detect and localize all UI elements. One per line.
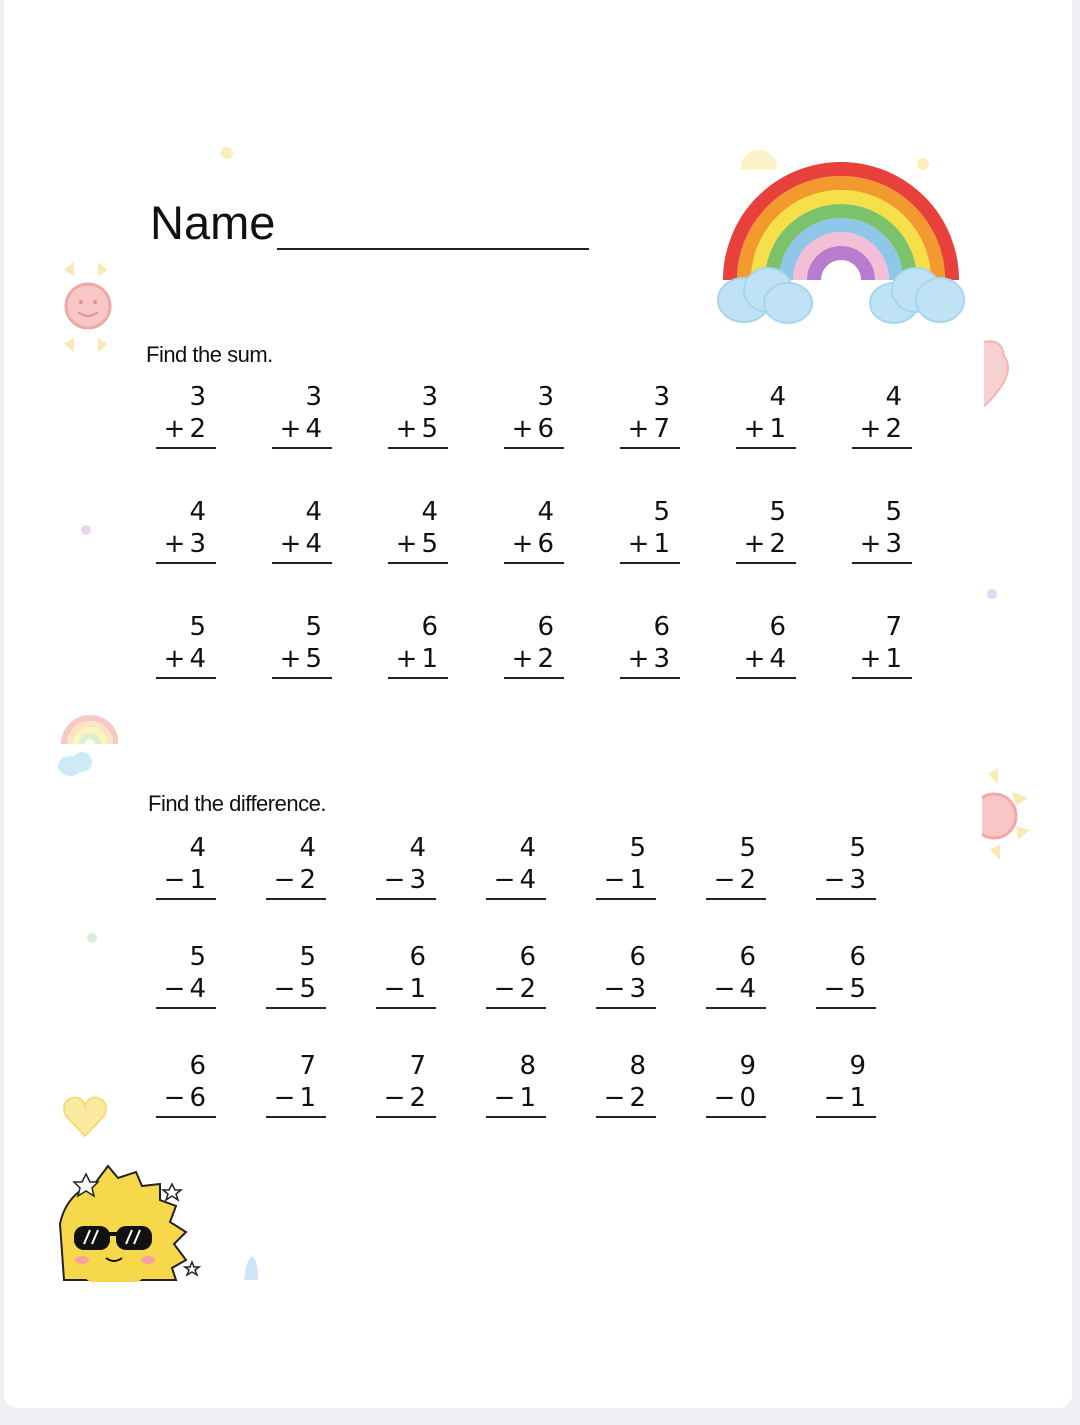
problem-top-number: 6 (421, 612, 438, 642)
problem-bottom-number: 2 (409, 1083, 426, 1113)
math-problem (156, 381, 216, 449)
operator-sign: − (383, 974, 406, 1004)
problem-bottom-number: 1 (769, 414, 786, 444)
operator-sign: − (383, 1083, 406, 1113)
operator-sign: − (493, 974, 516, 1004)
subtraction-section-title: Find the difference. (148, 791, 326, 816)
operator-sign: − (603, 974, 626, 1004)
math-problem (504, 611, 564, 679)
operator-sign: + (627, 644, 650, 674)
math-problem (816, 832, 876, 900)
operator-sign: + (743, 529, 766, 559)
problem-bottom-row (156, 864, 216, 900)
problem-top-number: 3 (189, 382, 206, 412)
problem-bottom-number: 3 (409, 865, 426, 895)
math-problem (486, 941, 546, 1009)
problem-top-number: 7 (409, 1051, 426, 1081)
problem-bottom-number: 2 (629, 1083, 646, 1113)
math-problem (620, 381, 680, 449)
math-problem (706, 1050, 766, 1118)
problem-top-number: 5 (739, 833, 756, 863)
problem-bottom-number: 2 (885, 414, 902, 444)
math-problem (156, 1050, 216, 1118)
problem-bottom-number: 1 (409, 974, 426, 1004)
problem-bottom-row (272, 413, 332, 449)
problem-top-number: 9 (739, 1051, 756, 1081)
problem-bottom-row (266, 973, 326, 1009)
problem-bottom-number: 1 (653, 529, 670, 559)
operator-sign: + (627, 529, 650, 559)
problem-bottom-number: 5 (299, 974, 316, 1004)
math-problem (706, 832, 766, 900)
operator-sign: − (603, 865, 626, 895)
operator-sign: − (163, 865, 186, 895)
problem-bottom-number: 1 (299, 1083, 316, 1113)
math-problem (620, 496, 680, 564)
problem-bottom-number: 4 (305, 414, 322, 444)
math-problem (156, 496, 216, 564)
problem-bottom-number: 2 (769, 529, 786, 559)
operator-sign: + (163, 414, 186, 444)
problem-bottom-row (388, 528, 448, 564)
math-problem (272, 381, 332, 449)
math-problem (816, 941, 876, 1009)
problem-top-number: 6 (739, 942, 756, 972)
problem-bottom-number: 4 (769, 644, 786, 674)
problem-bottom-row (156, 528, 216, 564)
math-problem (272, 611, 332, 679)
problem-bottom-number: 5 (305, 644, 322, 674)
math-problem (596, 1050, 656, 1118)
problem-bottom-number: 1 (849, 1083, 866, 1113)
problem-bottom-number: 2 (299, 865, 316, 895)
problem-bottom-row (272, 643, 332, 679)
operator-sign: + (163, 644, 186, 674)
problem-bottom-row (596, 1082, 656, 1118)
problem-top-number: 6 (189, 1051, 206, 1081)
sun-icon (982, 764, 1042, 864)
problem-top-number: 5 (769, 497, 786, 527)
operator-sign: − (273, 1083, 296, 1113)
problem-bottom-row (620, 528, 680, 564)
problem-bottom-row (706, 864, 766, 900)
flower-icon (60, 258, 120, 358)
operator-sign: − (823, 865, 846, 895)
problem-top-number: 3 (653, 382, 670, 412)
problem-bottom-number: 3 (629, 974, 646, 1004)
problem-top-number: 6 (519, 942, 536, 972)
problem-top-number: 3 (305, 382, 322, 412)
problem-bottom-row (376, 973, 436, 1009)
operator-sign: + (859, 529, 882, 559)
operator-sign: − (603, 1083, 626, 1113)
operator-sign: − (273, 865, 296, 895)
problem-bottom-row (596, 973, 656, 1009)
problem-bottom-row (852, 528, 912, 564)
problem-bottom-number: 2 (739, 865, 756, 895)
problem-top-number: 5 (653, 497, 670, 527)
math-problem (706, 941, 766, 1009)
problem-bottom-row (156, 643, 216, 679)
problem-bottom-row (706, 973, 766, 1009)
problem-bottom-row (486, 973, 546, 1009)
problem-top-number: 6 (409, 942, 426, 972)
math-problem (736, 381, 796, 449)
problem-top-number: 4 (537, 497, 554, 527)
operator-sign: − (493, 865, 516, 895)
problem-top-number: 7 (885, 612, 902, 642)
problem-top-number: 6 (537, 612, 554, 642)
problem-bottom-row (504, 413, 564, 449)
math-problem (388, 496, 448, 564)
problem-bottom-row (504, 528, 564, 564)
problem-bottom-number: 1 (189, 865, 206, 895)
operator-sign: + (859, 414, 882, 444)
operator-sign: + (627, 414, 650, 444)
operator-sign: − (383, 865, 406, 895)
math-problem (156, 611, 216, 679)
problem-bottom-row (272, 528, 332, 564)
problem-bottom-row (852, 643, 912, 679)
problem-bottom-number: 4 (189, 974, 206, 1004)
problem-bottom-number: 4 (305, 529, 322, 559)
problem-bottom-row (266, 864, 326, 900)
problem-bottom-row (736, 413, 796, 449)
problem-top-number: 5 (305, 612, 322, 642)
operator-sign: + (163, 529, 186, 559)
problem-top-number: 7 (299, 1051, 316, 1081)
addition-section-title: Find the sum. (146, 342, 273, 367)
problem-bottom-number: 5 (849, 974, 866, 1004)
problem-top-number: 6 (629, 942, 646, 972)
problem-bottom-number: 7 (653, 414, 670, 444)
math-problem (266, 941, 326, 1009)
problem-bottom-row (266, 1082, 326, 1118)
problem-top-number: 5 (629, 833, 646, 863)
problem-top-number: 5 (885, 497, 902, 527)
problem-top-number: 6 (849, 942, 866, 972)
problem-bottom-number: 1 (629, 865, 646, 895)
operator-sign: − (823, 1083, 846, 1113)
problem-bottom-number: 0 (739, 1083, 756, 1113)
operator-sign: + (279, 414, 302, 444)
problem-bottom-row (706, 1082, 766, 1118)
operator-sign: + (395, 529, 418, 559)
problem-bottom-number: 4 (189, 644, 206, 674)
math-problem (156, 941, 216, 1009)
problem-bottom-number: 6 (189, 1083, 206, 1113)
problem-top-number: 6 (653, 612, 670, 642)
problem-bottom-number: 4 (519, 865, 536, 895)
problem-bottom-row (816, 973, 876, 1009)
star-icon (218, 144, 236, 162)
rainbow-icon (58, 700, 118, 780)
problem-bottom-number: 4 (739, 974, 756, 1004)
problem-top-number: 8 (519, 1051, 536, 1081)
problem-bottom-row (852, 413, 912, 449)
problem-bottom-number: 3 (849, 865, 866, 895)
problem-top-number: 5 (849, 833, 866, 863)
problem-top-number: 4 (299, 833, 316, 863)
problem-bottom-row (376, 864, 436, 900)
math-problem (376, 941, 436, 1009)
star-icon (914, 155, 932, 173)
name-blank-line[interactable] (277, 200, 589, 250)
problem-bottom-number: 2 (519, 974, 536, 1004)
flower-icon (236, 1252, 266, 1282)
problem-bottom-number: 3 (653, 644, 670, 674)
problem-top-number: 6 (769, 612, 786, 642)
problem-top-number: 4 (421, 497, 438, 527)
operator-sign: + (743, 414, 766, 444)
star-icon (984, 586, 1000, 602)
worksheet-page (4, 0, 1072, 1408)
problem-top-number: 5 (299, 942, 316, 972)
problem-bottom-row (388, 413, 448, 449)
name-field (150, 195, 589, 250)
problem-top-number: 4 (409, 833, 426, 863)
name-label: Name (150, 196, 276, 249)
problem-top-number: 9 (849, 1051, 866, 1081)
problem-bottom-number: 2 (537, 644, 554, 674)
problem-bottom-number: 6 (537, 529, 554, 559)
problem-top-number: 3 (537, 382, 554, 412)
problem-bottom-row (156, 413, 216, 449)
operator-sign: + (395, 414, 418, 444)
operator-sign: + (511, 529, 534, 559)
problem-top-number: 4 (769, 382, 786, 412)
math-problem (376, 832, 436, 900)
operator-sign: − (823, 974, 846, 1004)
math-problem (486, 832, 546, 900)
problem-bottom-row (388, 643, 448, 679)
operator-sign: + (511, 414, 534, 444)
math-problem (852, 381, 912, 449)
math-problem (486, 1050, 546, 1118)
operator-sign: + (743, 644, 766, 674)
problem-bottom-row (736, 643, 796, 679)
problem-bottom-row (156, 973, 216, 1009)
problem-bottom-row (816, 864, 876, 900)
math-problem (736, 496, 796, 564)
problem-bottom-number: 1 (885, 644, 902, 674)
sun-icon (56, 1164, 216, 1282)
problem-top-number: 3 (421, 382, 438, 412)
problem-top-number: 5 (189, 612, 206, 642)
math-problem (852, 611, 912, 679)
problem-top-number: 4 (189, 833, 206, 863)
operator-sign: + (859, 644, 882, 674)
problem-bottom-row (596, 864, 656, 900)
problem-bottom-row (376, 1082, 436, 1118)
math-problem (816, 1050, 876, 1118)
problem-top-number: 4 (305, 497, 322, 527)
sun-icon (734, 140, 784, 170)
problem-bottom-number: 2 (189, 414, 206, 444)
problem-bottom-row (736, 528, 796, 564)
problem-bottom-row (156, 1082, 216, 1118)
operator-sign: + (279, 529, 302, 559)
problem-bottom-number: 5 (421, 414, 438, 444)
problem-bottom-number: 3 (189, 529, 206, 559)
problem-bottom-row (486, 864, 546, 900)
math-problem (736, 611, 796, 679)
problem-bottom-number: 1 (519, 1083, 536, 1113)
math-problem (596, 941, 656, 1009)
problem-bottom-row (620, 413, 680, 449)
math-problem (156, 832, 216, 900)
operator-sign: − (713, 974, 736, 1004)
operator-sign: − (493, 1083, 516, 1113)
operator-sign: − (163, 1083, 186, 1113)
math-problem (266, 1050, 326, 1118)
problem-bottom-row (816, 1082, 876, 1118)
math-problem (272, 496, 332, 564)
operator-sign: + (511, 644, 534, 674)
math-problem (388, 611, 448, 679)
operator-sign: − (273, 974, 296, 1004)
problem-bottom-row (504, 643, 564, 679)
heart-icon (60, 1092, 110, 1142)
problem-bottom-row (486, 1082, 546, 1118)
problem-bottom-row (620, 643, 680, 679)
problem-bottom-number: 6 (537, 414, 554, 444)
problem-bottom-number: 1 (421, 644, 438, 674)
operator-sign: + (395, 644, 418, 674)
star-icon (78, 522, 94, 538)
problem-top-number: 4 (519, 833, 536, 863)
star-icon (84, 930, 100, 946)
math-problem (504, 496, 564, 564)
problem-top-number: 4 (189, 497, 206, 527)
problem-top-number: 8 (629, 1051, 646, 1081)
operator-sign: − (163, 974, 186, 1004)
operator-sign: − (713, 1083, 736, 1113)
math-problem (266, 832, 326, 900)
operator-sign: − (713, 865, 736, 895)
problem-top-number: 5 (189, 942, 206, 972)
problem-top-number: 4 (885, 382, 902, 412)
math-problem (620, 611, 680, 679)
math-problem (504, 381, 564, 449)
heart-icon (982, 336, 1012, 416)
math-problem (852, 496, 912, 564)
operator-sign: + (279, 644, 302, 674)
math-problem (388, 381, 448, 449)
math-problem (376, 1050, 436, 1118)
problem-bottom-number: 5 (421, 529, 438, 559)
problem-bottom-number: 3 (885, 529, 902, 559)
math-problem (596, 832, 656, 900)
